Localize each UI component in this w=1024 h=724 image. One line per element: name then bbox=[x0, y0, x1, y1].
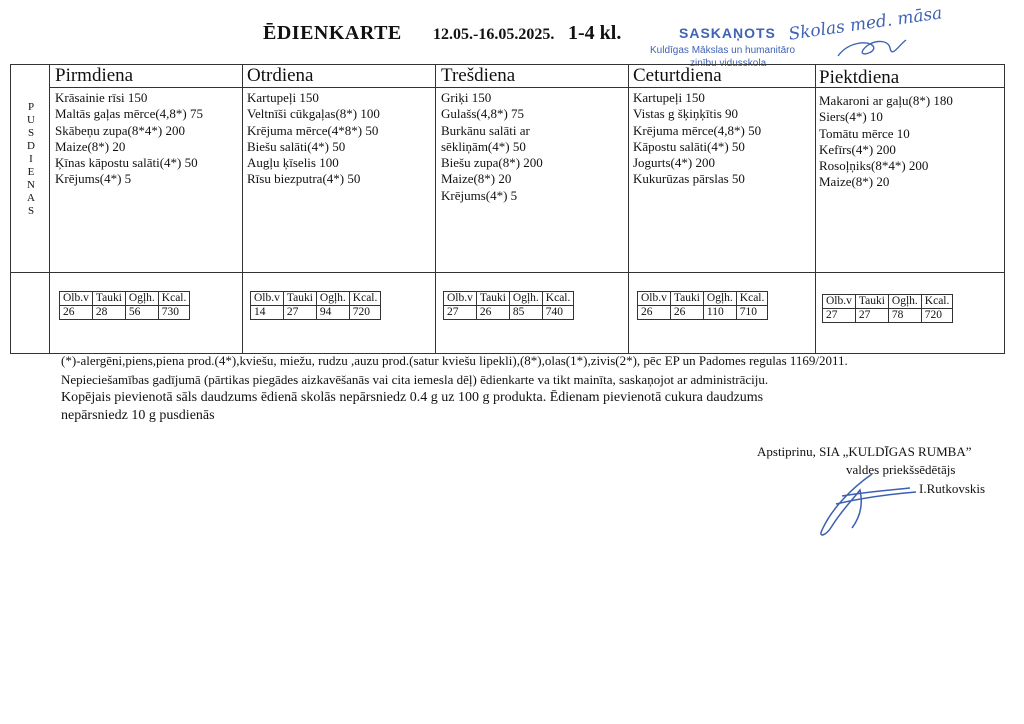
approval-stamp-line2: zinību vidusskola bbox=[690, 58, 767, 69]
sugar-note: nepārsniedz 10 g pusdienās bbox=[61, 408, 215, 423]
menu-item: Maize(8*) 20 bbox=[55, 138, 126, 154]
menu-item: Krējums(4*) 5 bbox=[55, 171, 132, 187]
menu-dates: 12.05.-16.05.2025. bbox=[433, 26, 555, 43]
day-header-ceturtdiena: Ceturtdiena bbox=[633, 65, 722, 86]
approval-stamp-line1: Kuldīgas Mākslas un humanitāro bbox=[650, 45, 796, 56]
menu-item: Krējuma mērce(4,8*) 50 bbox=[633, 122, 762, 138]
nutrition-table-ceturtdiena: Olb.v Tauki Ogļh. Kcal. 26 26 110 710 bbox=[637, 291, 768, 320]
menu-item: Burkānu salāti ar bbox=[441, 122, 530, 138]
day-menu-tresdiena bbox=[441, 90, 543, 204]
menu-item: Vistas g šķiņķītis 90 bbox=[633, 106, 739, 122]
nutrition-table-tresdiena: Olb.v Tauki Ogļh. Kcal. 27 26 85 740 bbox=[443, 291, 574, 320]
day-header-pirmdiena: Pirmdiena bbox=[55, 65, 134, 86]
menu-item: Skābeņu zupa(8*4*) 200 bbox=[55, 122, 185, 138]
menu-item: Makaroni ar gaļu(8*) 180 bbox=[819, 93, 953, 108]
menu-item: Rīsu biezputra(4*) 50 bbox=[247, 171, 361, 187]
menu-item: Veltnīši cūkgaļas(8*) 100 bbox=[247, 106, 380, 122]
stamp-signature-icon bbox=[828, 32, 918, 66]
menu-item: Gulašs(4,8*) 75 bbox=[441, 106, 525, 122]
menu-item: Rosoļņiks(8*4*) 200 bbox=[819, 158, 929, 174]
nutrition-table-pirmdiena: Olb.v Tauki Ogļh. Kcal. 26 28 56 730 bbox=[59, 291, 190, 320]
menu-title: ĒDIENKARTE bbox=[263, 22, 402, 44]
menu-item: Kefīrs(4*) 200 bbox=[819, 141, 896, 157]
allergens-note: (*)-alergēni,piens,piena prod.(4*),kviešu, miežu, rudzu ,auzu prod.(satur kviešu lipekli),(8*),olas(1*),zivis(2*), pēc EP un Padomes regulas 1169/2011. bbox=[61, 353, 848, 368]
day-menu-otrdiena bbox=[247, 90, 380, 188]
menu-item: Krējums(4*) 5 bbox=[441, 187, 518, 203]
menu-item: Tomātu mērce 10 bbox=[819, 125, 910, 141]
menu-item: Kartupeļi 150 bbox=[633, 90, 705, 105]
menu-table bbox=[10, 64, 1005, 354]
nutrition-table-piektdiena: Olb.v Tauki Ogļh. Kcal. 27 27 78 720 bbox=[822, 294, 953, 323]
day-menu-ceturtdiena bbox=[633, 90, 761, 188]
change-note: Nepieciešamības gadījumā (pārtikas piegādes aizkavēšanās vai cita iemesla dēļ) ēdienkarte va tikt mainīta, saskaņojot ar administrāciju. bbox=[61, 372, 769, 387]
menu-item: Krāsainie rīsi 150 bbox=[55, 90, 148, 105]
day-menu-pirmdiena bbox=[55, 90, 203, 188]
menu-item: Kāpostu salāti(4*) 50 bbox=[633, 138, 745, 154]
menu-item: Jogurts(4*) 200 bbox=[633, 155, 715, 171]
menu-item: Maize(8*) 20 bbox=[441, 171, 512, 187]
menu-item: Ķīnas kāpostu salāti(4*) 50 bbox=[55, 155, 198, 171]
menu-item: Biešu salāti(4*) 50 bbox=[247, 138, 346, 154]
day-header-piektdiena: Piektdiena bbox=[819, 67, 900, 88]
day-menu-piektdiena bbox=[819, 93, 953, 191]
menu-item: sēkliņām(4*) 50 bbox=[441, 138, 526, 154]
approval-stamp-title: SASKAŅOTS bbox=[679, 25, 776, 41]
menu-item: Kartupeļi 150 bbox=[247, 90, 319, 105]
menu-grade: 1-4 kl. bbox=[568, 22, 622, 44]
menu-item: Biešu zupa(8*) 200 bbox=[441, 155, 543, 171]
menu-item: Maltās gaļas mērce(4,8*) 75 bbox=[55, 106, 204, 122]
section-label-pusdienas: P U S D I E N A S bbox=[27, 101, 35, 217]
day-header-otrdiena: Otrdiena bbox=[247, 65, 314, 86]
menu-item: Kukurūzas pārslas 50 bbox=[633, 171, 745, 187]
menu-item: Maize(8*) 20 bbox=[819, 174, 890, 190]
menu-item: Augļu ķīselis 100 bbox=[247, 155, 339, 171]
approval-name: I.Rutkovskis bbox=[919, 481, 986, 496]
menu-item: Griķi 150 bbox=[441, 90, 492, 105]
menu-item: Krējuma mērce(4*8*) 50 bbox=[247, 122, 379, 138]
menu-item: Siers(4*) 10 bbox=[819, 109, 883, 125]
day-header-tresdiena: Trešdiena bbox=[441, 65, 516, 86]
nutrition-table-otrdiena: Olb.v Tauki Ogļh. Kcal. 14 27 94 720 bbox=[250, 291, 381, 320]
approval-line: Apstiprinu, SIA „KULDĪGAS RUMBA” bbox=[757, 444, 972, 459]
signature-icon bbox=[812, 468, 922, 543]
handwritten-note: Skolas med. māsa bbox=[787, 3, 944, 45]
approval-position: valdes priekšsēdētājs bbox=[846, 462, 956, 477]
salt-note: Kopējais pievienotā sāls daudzums ēdienā skolās nepārsniedz 0.4 g uz 100 g produkta. Ēdienam pievienotā cukura daudzums bbox=[61, 390, 764, 405]
